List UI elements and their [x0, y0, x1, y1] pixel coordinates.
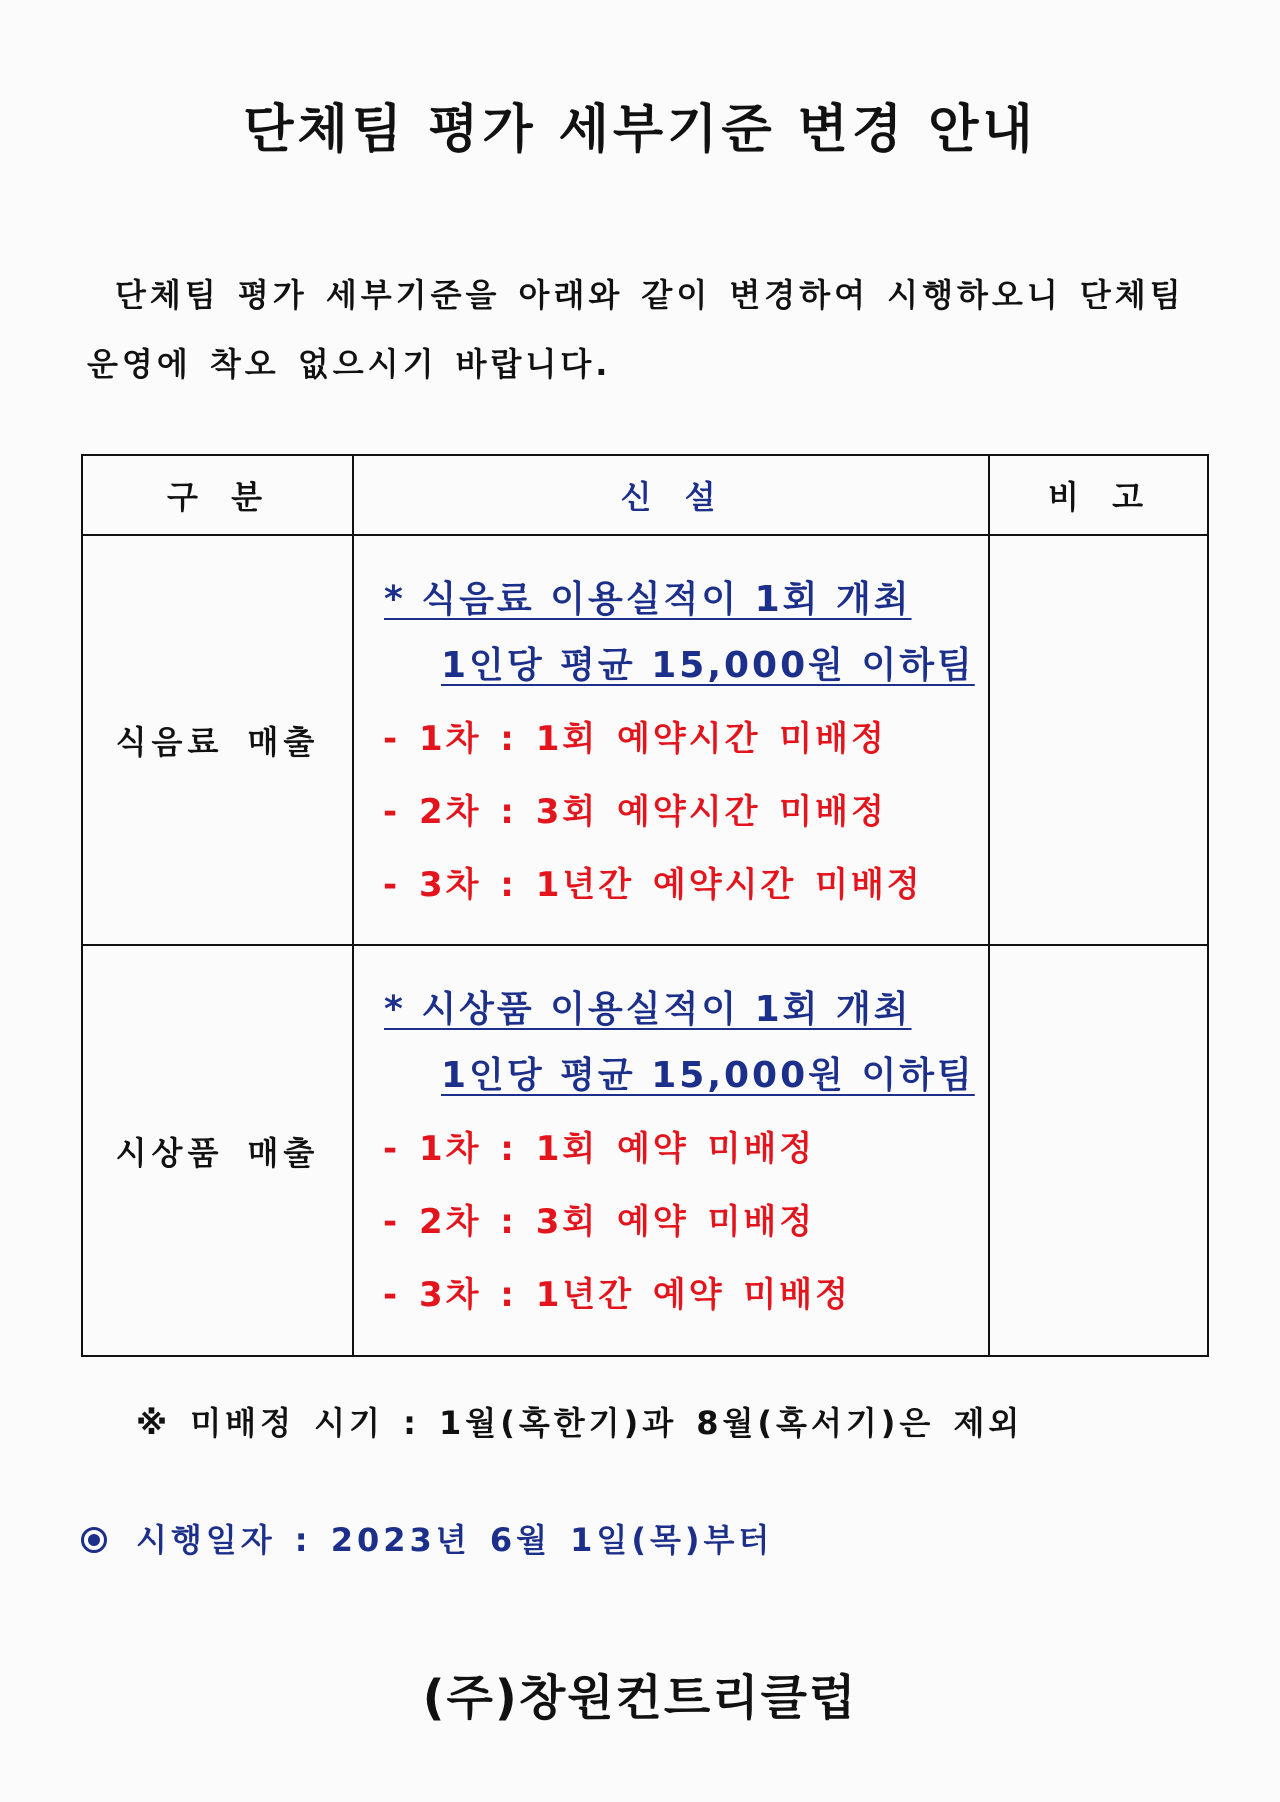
table-header-row: [82, 455, 1208, 535]
criteria-line: 1인당 평균 15,000원 이하팀: [441, 645, 975, 686]
intro-line-2: 운영에 착오 없으시기 바랍니다.: [87, 345, 612, 383]
row-category: 시상품 매출: [82, 945, 353, 1356]
penalty-item: - 2차 : 3회 예약 미배정: [383, 1202, 816, 1242]
penalty-list: [354, 703, 988, 922]
penalty-item: - 1차 : 1회 예약 미배정: [383, 1129, 816, 1169]
penalty-list: [354, 1113, 988, 1332]
criteria-line: * 시상품 이용실적이 1회 개최: [384, 989, 912, 1030]
bullet-circle-icon: [81, 1527, 107, 1553]
row-content: [353, 535, 989, 945]
intro-line-1: 단체팀 평가 세부기준을 아래와 같이 변경하여 시행하오니 단체팀: [115, 276, 1185, 314]
effective-date: [81, 1515, 773, 1565]
row-remark: [989, 535, 1208, 945]
row-content: [353, 945, 989, 1356]
table-row: [82, 945, 1208, 1356]
criteria-table: [81, 454, 1209, 1357]
page-title: 단체팀 평가 세부기준 변경 안내: [243, 100, 1037, 160]
penalty-item: - 2차 : 3회 예약시간 미배정: [383, 792, 887, 832]
penalty-item: - 3차 : 1년간 예약 미배정: [383, 1275, 851, 1315]
header-category: 구 분: [82, 455, 353, 535]
header-new-rule: 신 설: [353, 455, 989, 535]
criteria-line: * 식음료 이용실적이 1회 개최: [384, 579, 912, 620]
penalty-item: - 1차 : 1회 예약시간 미배정: [383, 719, 887, 759]
issuer-name: (주)창원컨트리클럽: [422, 1670, 858, 1726]
table-row: [82, 535, 1208, 945]
effective-date-text: 시행일자 : 2023년 6월 1일(목)부터: [136, 1521, 774, 1559]
row-remark: [989, 945, 1208, 1356]
criteria-line: 1인당 평균 15,000원 이하팀: [441, 1055, 975, 1096]
exclusion-note: ※ 미배정 시기 : 1월(혹한기)과 8월(혹서기)은 제외: [136, 1404, 1024, 1442]
header-remark: 비 고: [989, 455, 1208, 535]
row-category: 식음료 매출: [82, 535, 353, 945]
penalty-item: - 3차 : 1년간 예약시간 미배정: [383, 865, 923, 905]
